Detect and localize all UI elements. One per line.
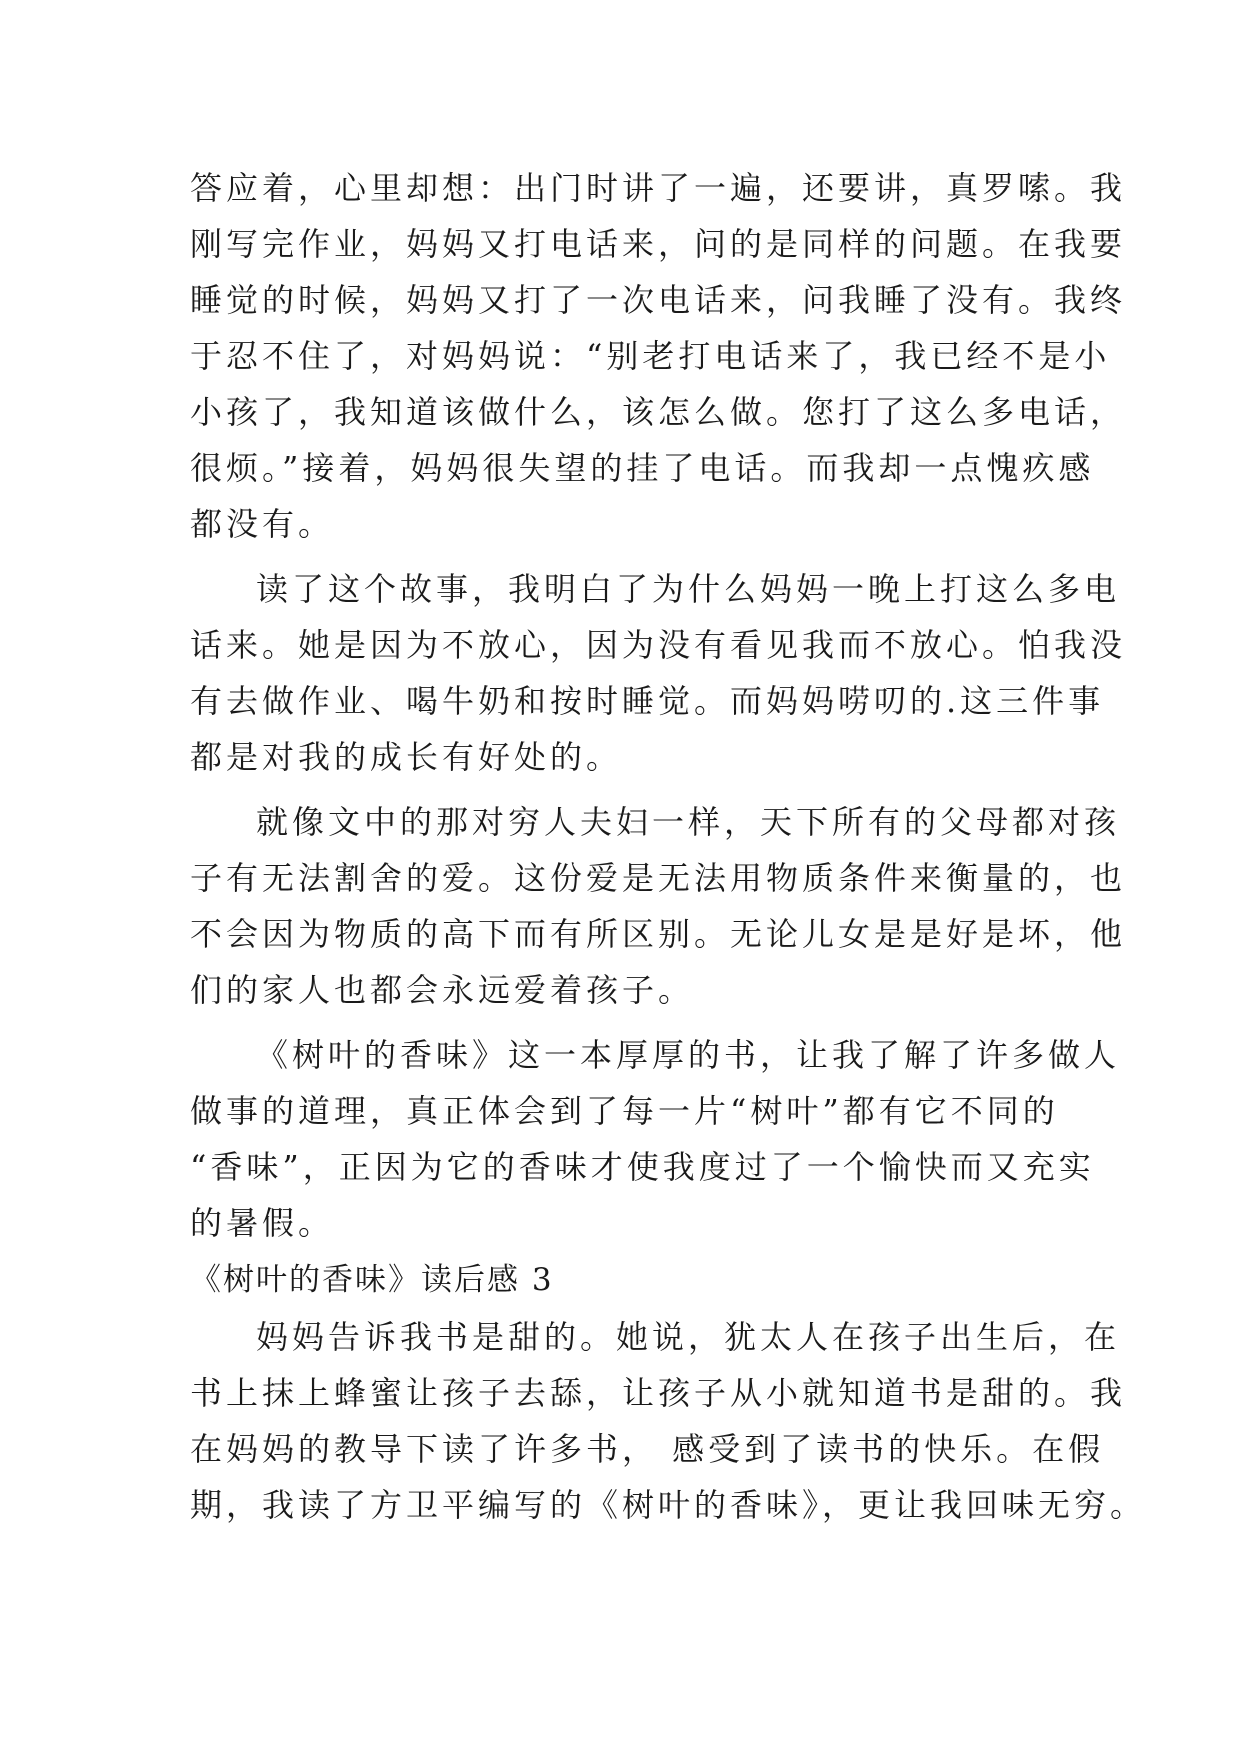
paragraph-5: [190, 1309, 1147, 1533]
text-line: 《树叶的香味》这一本厚厚的书，让我了解了许多做人: [256, 1036, 1121, 1074]
text-line: 不会因为物质的高下而有所区别。无论儿女是是好是坏，他: [190, 915, 1127, 953]
text-line: 期，我读了方卫平编写的《树叶的香味》，更让我回味无穷。: [190, 1486, 1147, 1524]
text-line: 有去做作业、喝牛奶和按时睡觉。而妈妈唠叨的.这三件事: [190, 682, 1105, 720]
text-line: 于忍不住了，对妈妈说：“别老打电话来了，我已经不是小: [190, 337, 1111, 375]
paragraph-1: [190, 160, 1127, 552]
paragraph-4: [190, 1027, 1121, 1251]
text-line: 话来。她是因为不放心，因为没有看见我而不放心。怕我没: [190, 626, 1127, 664]
text-line: 就像文中的那对穷人夫妇一样，天下所有的父母都对孩: [256, 803, 1121, 841]
section-heading: 《树叶的香味》读后感 3: [190, 1262, 554, 1298]
text-line: 的暑假。: [190, 1204, 335, 1242]
text-line: 小孩了，我知道该做什么，该怎么做。您打了这么多电话，: [190, 393, 1127, 431]
document-body: [190, 160, 1147, 1533]
text-line: 书上抹上蜂蜜让孩子去舔，让孩子从小就知道书是甜的。我: [190, 1374, 1127, 1412]
text-line: 都是对我的成长有好处的。: [190, 738, 623, 776]
text-line: 刚写完作业，妈妈又打电话来，问的是同样的问题。在我要: [190, 225, 1127, 263]
text-line: 们的家人也都会永远爱着孩子。: [190, 971, 695, 1009]
text-line: 子有无法割舍的爱。这份爱是无法用物质条件来衡量的，也: [190, 859, 1127, 897]
text-line: 做事的道理，真正体会到了每一片“树叶”都有它不同的: [190, 1092, 1059, 1130]
text-line: 睡觉的时候，妈妈又打了一次电话来，问我睡了没有。我终: [190, 281, 1127, 319]
text-line: 很烦。”接着，妈妈很失望的挂了电话。而我却一点愧疚感: [190, 449, 1095, 487]
text-line: 答应着，心里却想：出门时讲了一遍，还要讲，真罗嗦。我: [190, 169, 1127, 207]
paragraph-2: [190, 561, 1127, 785]
paragraph-3: [190, 794, 1127, 1018]
text-line: 都没有。: [190, 505, 335, 543]
text-line: 在妈妈的教导下读了许多书， 感受到了读书的快乐。在假: [190, 1430, 1105, 1468]
text-line: “香味”，正因为它的香味才使我度过了一个愉快而又充实: [190, 1148, 1095, 1186]
text-line: 读了这个故事，我明白了为什么妈妈一晚上打这么多电: [256, 570, 1121, 608]
text-line: 妈妈告诉我书是甜的。她说，犹太人在孩子出生后，在: [256, 1318, 1121, 1356]
